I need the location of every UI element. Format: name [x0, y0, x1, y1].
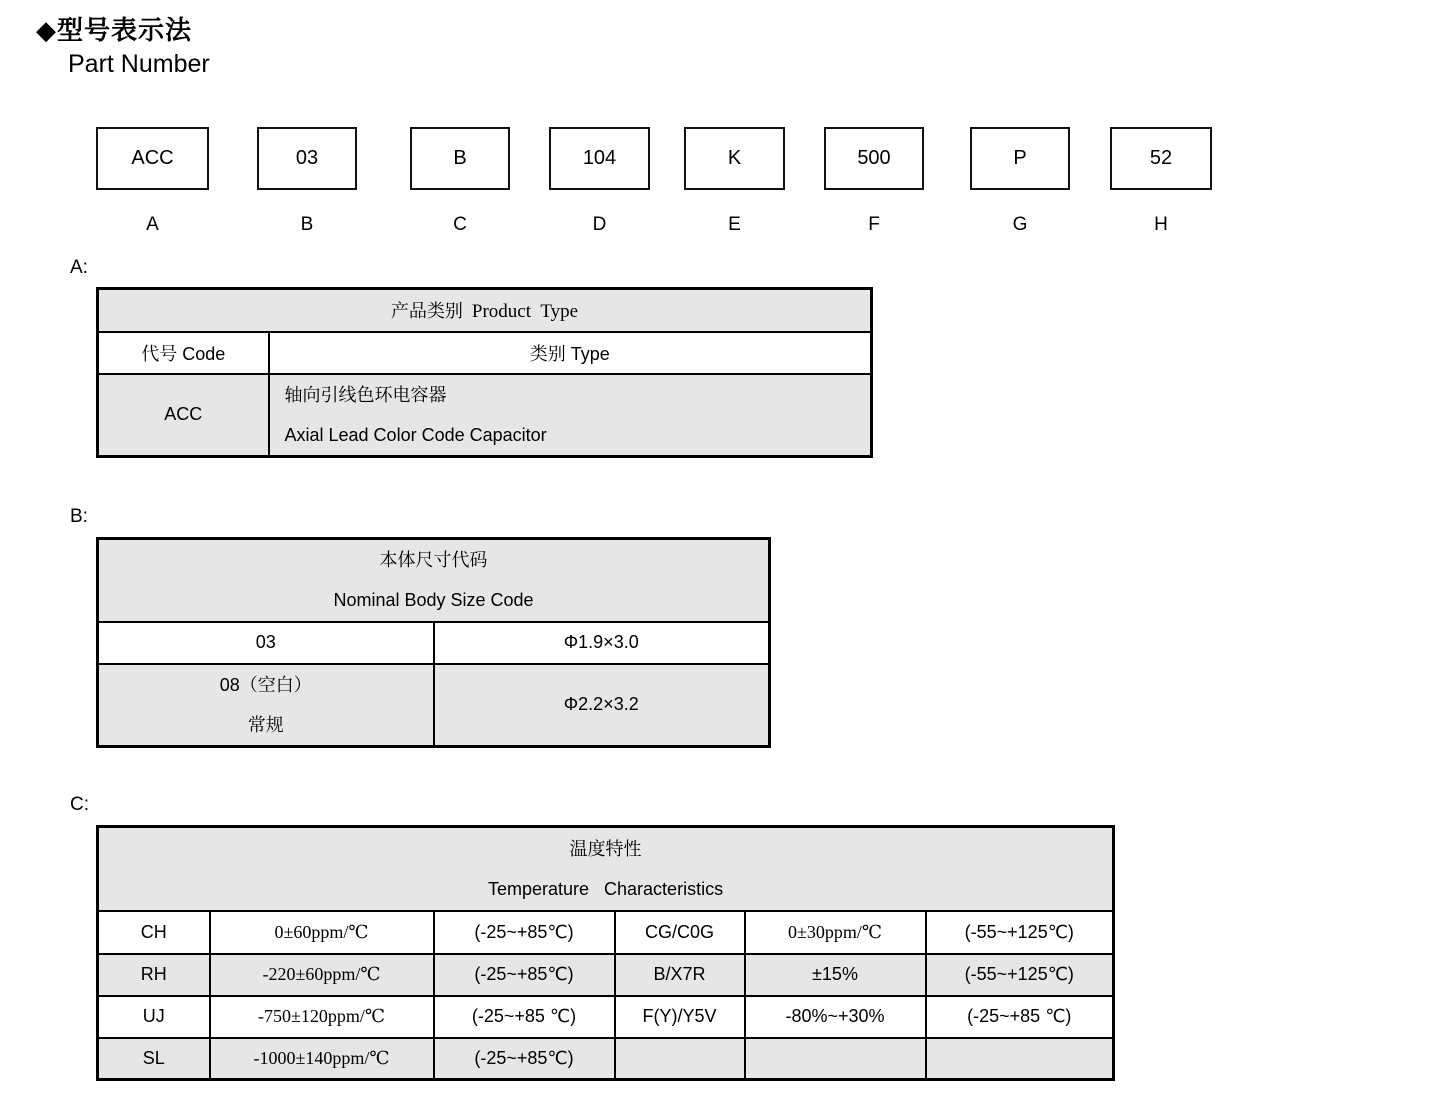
body-size-title-en: Nominal Body Size Code — [333, 590, 534, 611]
part-number-box-d: 104 — [549, 127, 650, 190]
page-title-cn: 型号表示法 — [57, 15, 193, 45]
product-type-en: Axial Lead Color Code Capacitor — [284, 424, 547, 445]
segment-label-f: F — [868, 214, 880, 235]
size-code-line2: 常规 — [247, 714, 284, 735]
tc-range-cell: (-25~+85℃) — [434, 1038, 615, 1080]
tc-code2-cell: CG/C0G — [615, 911, 745, 954]
tc-ppm2-cell: ±15% — [745, 954, 926, 996]
tc-ppm2-cell — [745, 1038, 926, 1080]
tc-ppm-cell: -1000±140ppm/℃ — [210, 1038, 434, 1080]
tc-range-cell: (-25~+85 ℃) — [434, 996, 615, 1038]
tc-range2-cell: (-25~+85 ℃) — [926, 996, 1114, 1038]
tc-code-cell: SL — [98, 1038, 210, 1080]
tc-ppm-cell: -750±120ppm/℃ — [210, 996, 434, 1038]
product-type-title-cn: 产品类别 — [390, 301, 463, 322]
body-size-table-title — [98, 539, 770, 622]
temp-char-title-en: Temperature Characteristics — [487, 878, 724, 899]
part-number-box-b: 03 — [257, 127, 357, 190]
body-size-title-cn: 本体尺寸代码 — [379, 550, 488, 571]
size-code-cell: 03 — [98, 622, 434, 664]
size-code-line1: 08（空白） — [219, 674, 312, 695]
tc-ppm2-cell: 0±30ppm/℃ — [745, 911, 926, 954]
part-number-box-e: K — [684, 127, 785, 190]
product-type-table-title — [98, 289, 872, 332]
product-type-cell — [269, 374, 872, 457]
tc-code-cell: RH — [98, 954, 210, 996]
page-title — [36, 10, 192, 47]
tc-range-cell: (-25~+85℃) — [434, 911, 615, 954]
section-a-label: A: — [70, 257, 88, 278]
segment-label-c: C — [453, 214, 467, 235]
tc-code2-cell: F(Y)/Y5V — [615, 996, 745, 1038]
section-b-label: B: — [70, 506, 88, 527]
tc-range2-cell: (-55~+125℃) — [926, 911, 1114, 954]
tc-ppm2-cell: -80%~+30% — [745, 996, 926, 1038]
product-type-title-en: Product Type — [471, 301, 579, 323]
tc-code-cell: CH — [98, 911, 210, 954]
part-number-box-f: 500 — [824, 127, 924, 190]
temp-char-table-title — [98, 827, 1114, 911]
tc-range-cell: (-25~+85℃) — [434, 954, 615, 996]
segment-label-d: D — [592, 214, 607, 235]
product-type-table — [96, 287, 873, 458]
tc-range2-cell — [926, 1038, 1114, 1080]
segment-label-g: G — [1012, 214, 1028, 235]
code-column-header: 代号 Code — [98, 332, 269, 374]
size-code-cell — [98, 664, 434, 747]
segment-label-e: E — [728, 214, 741, 235]
table-row — [98, 1038, 1114, 1080]
segment-label-h: H — [1154, 214, 1168, 235]
part-number-box-c: B — [410, 127, 510, 190]
tc-ppm-cell: 0±60ppm/℃ — [210, 911, 434, 954]
table-row — [98, 911, 1114, 954]
tc-code2-cell: B/X7R — [615, 954, 745, 996]
tc-ppm-cell: -220±60ppm/℃ — [210, 954, 434, 996]
product-type-cn: 轴向引线色环电容器 — [284, 384, 447, 405]
temp-char-title-cn: 温度特性 — [569, 838, 642, 859]
size-value-cell: Φ2.2×3.2 — [434, 664, 770, 747]
table-row — [98, 954, 1114, 996]
diamond-bullet-icon: ◆ — [36, 15, 57, 45]
tc-code-cell: UJ — [98, 996, 210, 1038]
tc-range2-cell: (-55~+125℃) — [926, 954, 1114, 996]
type-column-header: 类别 Type — [269, 332, 872, 374]
temperature-characteristics-table — [96, 825, 1115, 1081]
page-subtitle: Part Number — [68, 50, 210, 78]
table-row — [98, 996, 1114, 1038]
tc-code2-cell — [615, 1038, 745, 1080]
body-size-table — [96, 537, 771, 748]
section-c-label: C: — [70, 794, 89, 815]
part-number-box-a: ACC — [96, 127, 209, 190]
size-value-cell: Φ1.9×3.0 — [434, 622, 770, 664]
segment-label-b: B — [300, 214, 314, 235]
segment-label-a: A — [146, 214, 159, 235]
part-number-box-g: P — [970, 127, 1070, 190]
part-number-box-h: 52 — [1110, 127, 1212, 190]
product-code-cell: ACC — [98, 374, 269, 457]
